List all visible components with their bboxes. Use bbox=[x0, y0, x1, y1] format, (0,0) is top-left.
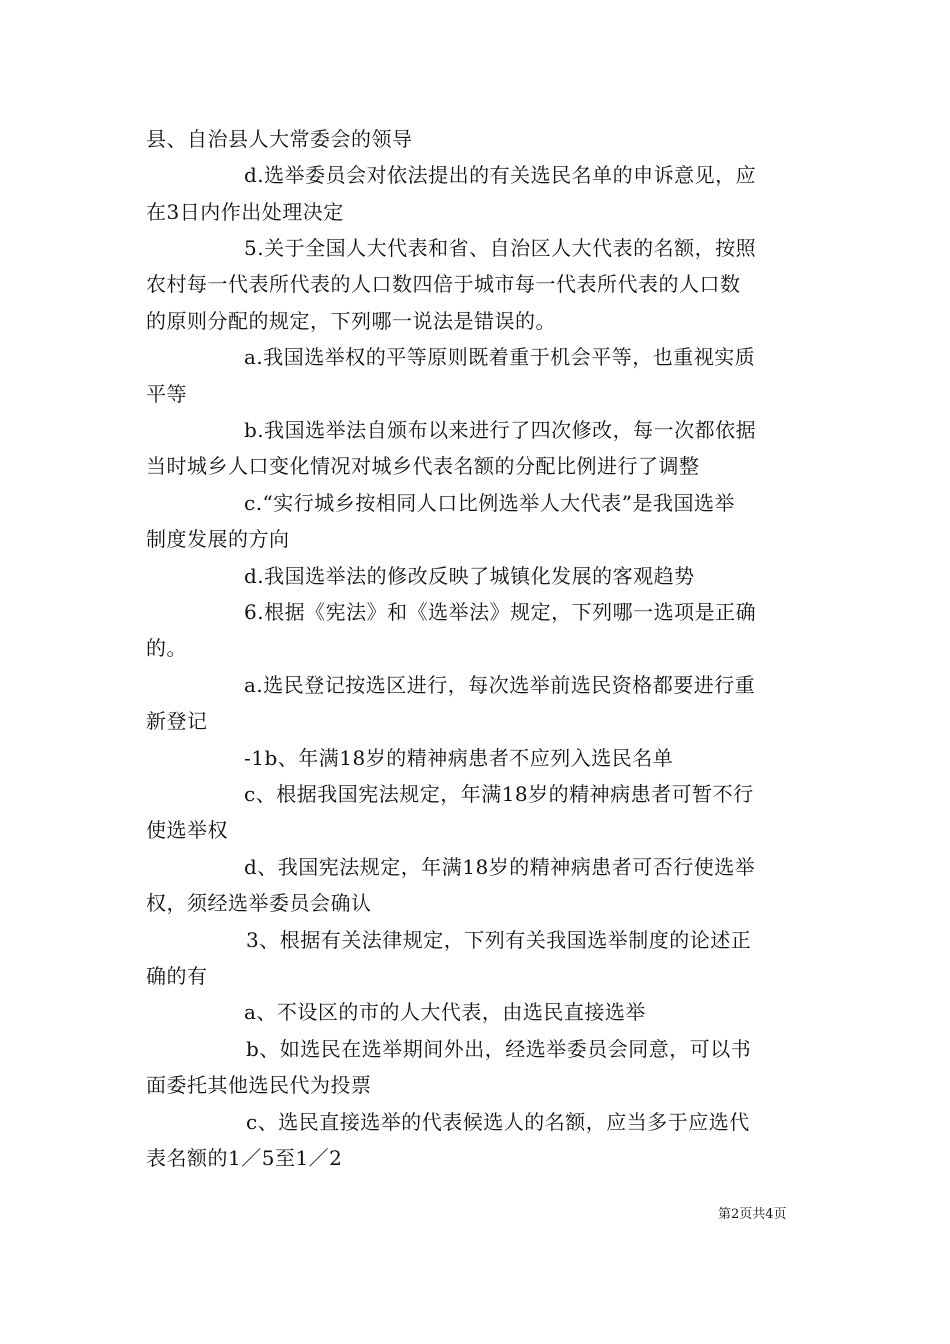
text-line: d、我国宪法规定，年满18岁的精神病患者可否行使选举 bbox=[244, 855, 756, 879]
text-line: 6.根据《宪法》和《选举法》规定，下列哪一选项是正确 bbox=[244, 600, 757, 624]
text-line: a.我国选举权的平等原则既着重于机会平等，也重视实质 bbox=[244, 345, 756, 369]
text-line: 确的有 bbox=[146, 964, 208, 988]
text-line: 的。 bbox=[146, 636, 187, 660]
text-line: b.我国选举法自颁布以来进行了四次修改，每一次都依据 bbox=[244, 418, 757, 442]
text-line: 3、根据有关法律规定，下列有关我国选举制度的论述正 bbox=[246, 928, 752, 952]
text-line: 权，须经选举委员会确认 bbox=[146, 891, 372, 915]
text-line: a.选民登记按选区进行，每次选举前选民资格都要进行重 bbox=[244, 673, 756, 697]
text-line: 农村每一代表所代表的人口数四倍于城市每一代表所代表的人口数 bbox=[146, 272, 741, 296]
text-line: 的原则分配的规定，下列哪一说法是错误的。 bbox=[146, 309, 556, 333]
text-line: b、如选民在选举期间外出，经选举委员会同意，可以书 bbox=[246, 1037, 752, 1061]
text-line: 新登记 bbox=[146, 709, 208, 733]
text-line: c、根据我国宪法规定，年满18岁的精神病患者可暂不行 bbox=[244, 782, 754, 806]
page-number: 第2页共4页 bbox=[718, 1207, 787, 1222]
text-line: 当时城乡人口变化情况对城乡代表名额的分配比例进行了调整 bbox=[146, 454, 700, 478]
text-line: 5.关于全国人大代表和省、自治区人大代表的名额，按照 bbox=[244, 236, 757, 260]
text-line: 使选举权 bbox=[146, 818, 228, 842]
text-line: 表名额的1／5至1／2 bbox=[146, 1146, 343, 1170]
text-line: c、选民直接选举的代表候选人的名额，应当多于应选代 bbox=[246, 1110, 750, 1134]
text-line: -1b、年满18岁的精神病患者不应列入选民名单 bbox=[244, 746, 674, 770]
text-line: 制度发展的方向 bbox=[146, 527, 290, 551]
text-line: 县、自治县人大常委会的领导 bbox=[146, 127, 413, 151]
text-line: a、不设区的市的人大代表，由选民直接选举 bbox=[244, 1000, 646, 1024]
text-line: 在3日内作出处理决定 bbox=[146, 200, 344, 224]
text-line: c.“实行城乡按相同人口比例选举人大代表”是我国选举 bbox=[244, 491, 736, 515]
text-line: d.我国选举法的修改反映了城镇化发展的客观趋势 bbox=[244, 564, 695, 588]
text-line: d.选举委员会对依法提出的有关选民名单的申诉意见，应 bbox=[244, 163, 757, 187]
text-line: 平等 bbox=[146, 382, 187, 406]
text-line: 面委托其他选民代为投票 bbox=[146, 1073, 372, 1097]
